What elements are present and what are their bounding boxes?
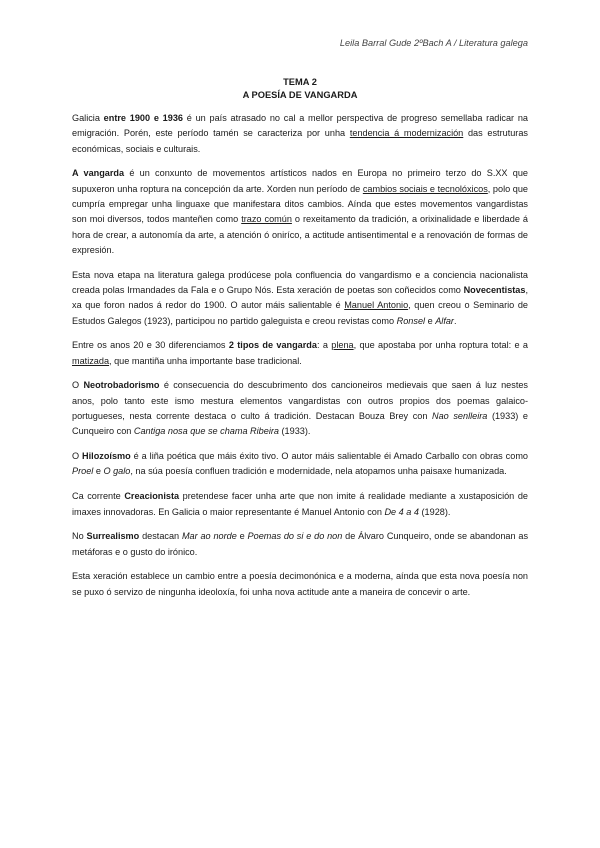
paragraph-neotrobadorismo [72, 378, 528, 439]
text: : a [316, 340, 332, 351]
topic-number: TEMA 2 [283, 77, 317, 87]
bold-text: 2 tipos de vangarda [228, 340, 317, 351]
italic-text: Mar ao norde [181, 531, 237, 542]
italic-text: Proel [72, 466, 94, 477]
bold-text: Surrealismo [86, 531, 140, 542]
text: Entre os anos 20 e 30 diferenciamos [72, 340, 229, 351]
text: (1928). [418, 506, 451, 517]
text: e [425, 315, 436, 326]
page-title: A POESÍA DE VANGARDA [242, 90, 358, 100]
paragraph-vangarda [72, 166, 528, 258]
text: o rexeitamento da tradición, a orixinalidade e liberdade á hora de crear, a autonomía da arte, a atención ó oniríco, a actitude antisentimental e a renovación de formas de expresión. [72, 214, 528, 255]
paragraph-conclusion [72, 569, 528, 600]
underlined-text: cambios sociais e tecnolóxicos [362, 183, 488, 194]
text: . [453, 315, 457, 326]
paragraph-context [72, 111, 528, 157]
bold-text: Neotrobadorismo [83, 380, 160, 391]
bold-text: Novecentistas [463, 284, 526, 295]
text: (1933). [278, 426, 311, 437]
text: das estruturas económicas, sociais e culturais. [72, 128, 528, 154]
text: , polo que cumpría empregar unha linguaxe que manifestara ditos cambios. Aínda que estes movementos vangardistas son moi diversos, todos manteñen como [72, 183, 528, 225]
text: (1933) e Cunqueiro con [72, 411, 528, 437]
page-header: Leila Barral Gude 2ºBach A / Literatura galega [339, 38, 528, 48]
underlined-text: trazo común [241, 214, 292, 225]
text: , quen creou o Seminario de Estudos Galegos (1923), participou no partido galeguista e creou revistas como [72, 300, 528, 326]
italic-text: De 4 a 4 [384, 506, 419, 517]
text: é consecuencia do descubrimento dos cancioneiros medievais que saen á luz nestes anos, polo tanto este ismo mestura elementos vangardistas con outros propios dos poemas galaico-portugueses, nesta corrente destaca o culto á tradición. Destacan Bouza Brey con [72, 380, 528, 422]
text: O [72, 380, 84, 391]
title-block [0, 76, 600, 102]
italic-text: Alfar [435, 315, 454, 326]
text: é a liña poética que máis éxito tivo. O autor máis salientable éi Amado Carballo con obras como [130, 451, 528, 462]
paragraph-hilozoismo [72, 449, 528, 480]
paragraph-surrealismo [72, 529, 528, 560]
text: Ca corrente [72, 491, 125, 502]
text: , que apostaba por unha roptura total: e a [353, 340, 529, 351]
text: de Álvaro Cunqueiro, onde se abandonan as metáforas e o gusto do irónico. [72, 531, 529, 557]
bold-text: Creacionista [124, 491, 180, 502]
text: Esta xeración establece un cambio entre a poesía decimonónica e a moderna, aínda que esta nova poesía non se puxo ó servizo de ningunha ideoloxía, foi unha nova actitude ante a maneira de concevir o arte. [72, 571, 528, 597]
italic-text: O galo [103, 466, 131, 477]
bold-text: entre 1900 e 1936 [103, 113, 183, 123]
text: , na súa poesía confluen tradición e modernidade, nela atopamos unha paisaxe humanizada. [130, 466, 507, 477]
italic-text: Cantiga nosa que se chama Ribeira [133, 426, 279, 437]
text: é un país atrasado no cal a mellor perspectiva de progreso semellaba radicar na emigración. Porén, este período tamén se caracteriza por unha [72, 113, 528, 139]
italic-text: Nao senlleira [432, 411, 488, 422]
document-body [72, 111, 528, 610]
text: pretendese facer unha arte que non imite á realidade mediante a xustaposición de imaxes innovadoras. En Galicia o maior representante é Manuel Antonio con [72, 491, 528, 517]
bold-text: A vangarda [72, 168, 125, 179]
italic-text: Ronsel [396, 315, 426, 326]
text: e [93, 466, 104, 477]
text: No [72, 531, 87, 542]
text: , que mantiña unha importante base tradicional. [109, 355, 302, 366]
text: destacan [139, 531, 182, 542]
underlined-text: plena [331, 340, 354, 351]
text: é un conxunto de movementos artísticos nados en Europa no primeiro terzo do S.XX que supuxeron unha roptura na concepción da arte. Xorden nun período de [72, 168, 528, 194]
paragraph-novecentistas [72, 268, 528, 329]
text: , xa que foron nados á redor do 1900. O autor máis salientable é [72, 284, 528, 311]
text: Esta nova etapa na literatura galega prodúcese pola confluencia do vangardismo e a conciencia nacionalista creada polas Irmandades da Fala e o Grupo Nós. Esta xeración de poetas son coñecidos como [72, 269, 528, 295]
underlined-text: Manuel Antonio [344, 300, 409, 311]
text: Galicia [72, 113, 104, 123]
underlined-text: tendencia á modernización [349, 128, 464, 139]
paragraph-creacionismo [72, 489, 528, 520]
underlined-text: matizada [72, 355, 110, 366]
italic-text: Poemas do si e do non [247, 531, 343, 542]
text: e [236, 531, 248, 542]
paragraph-tipos-vangarda [72, 338, 528, 369]
bold-text: Hilozoísmo [82, 451, 131, 462]
text: O [72, 451, 83, 462]
